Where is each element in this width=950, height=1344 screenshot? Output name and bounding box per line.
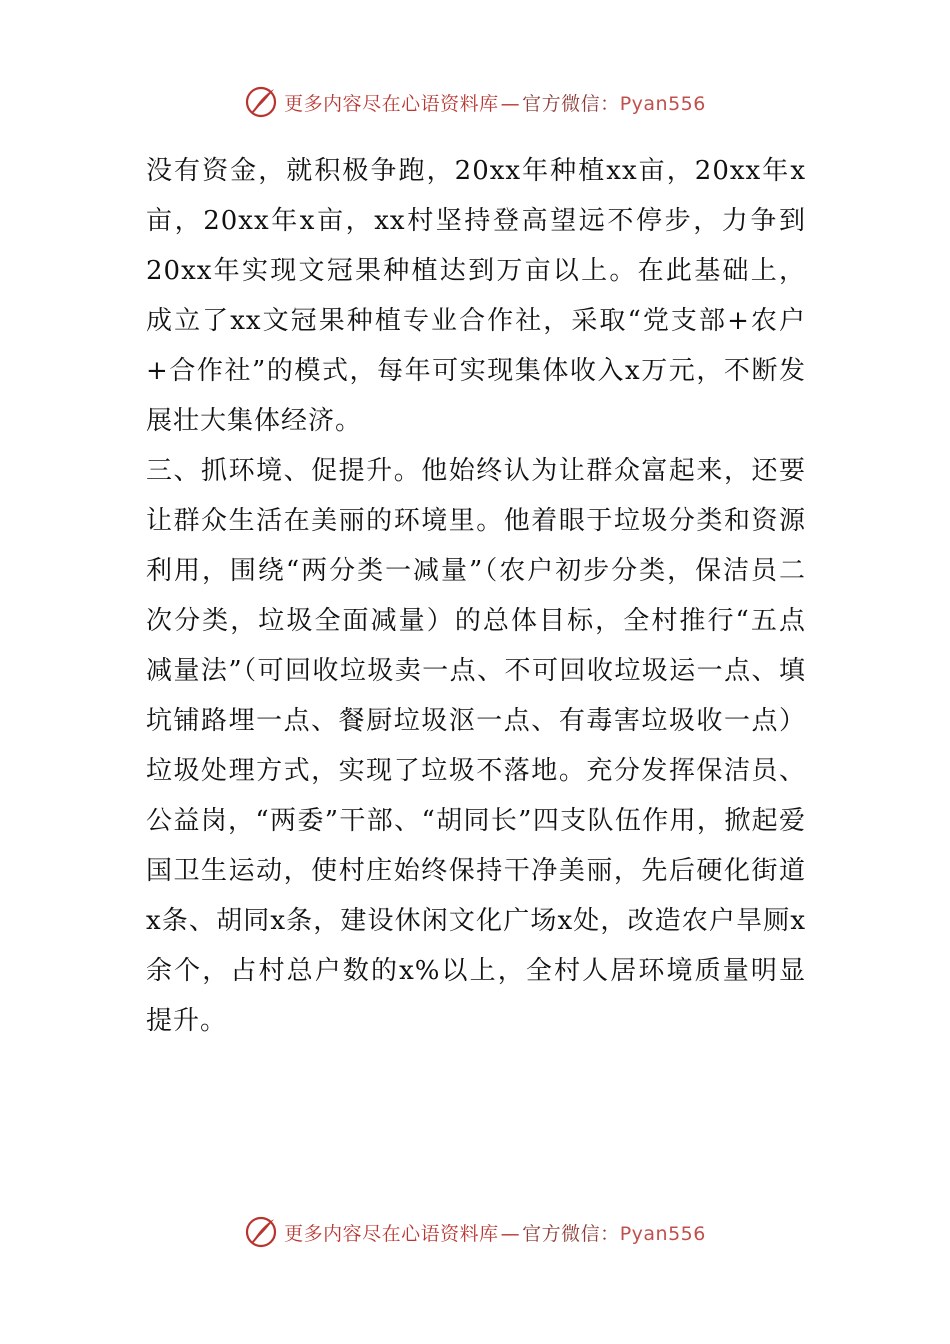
footer-text [284, 1219, 706, 1246]
separator-dash: — [500, 1222, 521, 1245]
wechat-id: Pyan556 [619, 92, 706, 115]
wechat-id: Pyan556 [619, 1222, 706, 1245]
quill-logo-icon [244, 85, 278, 119]
quill-logo-icon [244, 1215, 278, 1249]
wechat-label: 官方微信： [522, 92, 620, 115]
header-text [284, 89, 706, 116]
paragraph-2: 三、抓环境、促提升。他始终认为让群众富起来，还要让群众生活在美丽的环境里。他着眼于垃圾分类和资源利用，围绕“两分类一减量”（农户初步分类，保洁员二次分类，垃圾全面减量）的总体目标，全村推行“五点减量法”（可回收垃圾卖一点、不可回收垃圾运一点、填坑铺路埋一点、餐厨垃圾沤一点、有毒害垃圾收一点）垃圾处理方式，实现了垃圾不落地。充分发挥保洁员、公益岗，“两委”干部、“胡同长”四支队伍作用，掀起爱国卫生运动，使村庄始终保持干净美丽，先后硬化街道x条、胡同x条，建设休闲文化广场x处，改造农户旱厕x余个，占村总户数的x%以上，全村人居环境质量明显提升。 [146, 456, 806, 1036]
footer-banner [0, 1212, 950, 1252]
header-banner [0, 82, 950, 122]
separator-dash: — [500, 92, 521, 115]
site-name: 更多内容尽在心语资料库 [284, 1222, 499, 1245]
site-name: 更多内容尽在心语资料库 [284, 92, 499, 115]
wechat-label: 官方微信： [522, 1222, 620, 1245]
document-body [146, 146, 806, 1046]
paragraph-1: 没有资金，就积极争跑，20xx年种植xx亩，20xx年x亩，20xx年x亩，xx村坚持登高望远不停步，力争到20xx年实现文冠果种植达到万亩以上。在此基础上，成立了xx文冠果种植专业合作社，采取“党支部+农户+合作社”的模式，每年可实现集体收入x万元，不断发展壮大集体经济。 [146, 156, 806, 436]
